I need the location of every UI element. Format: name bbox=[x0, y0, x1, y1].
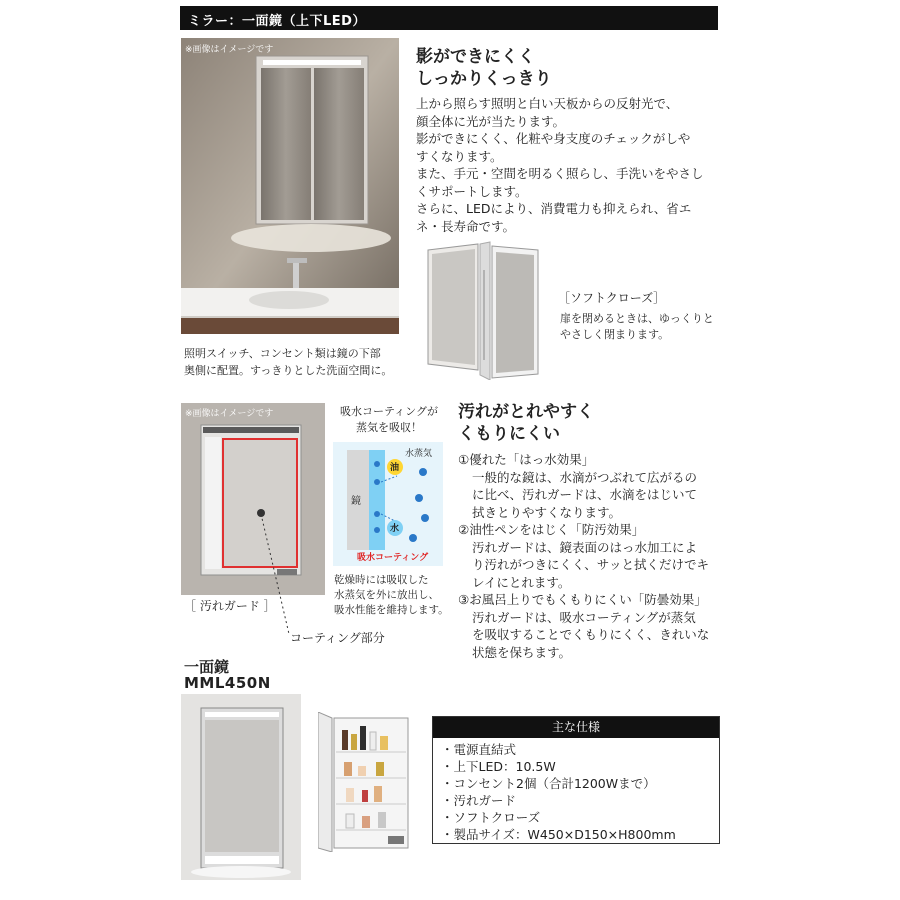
spec-title: 主な仕様 bbox=[433, 717, 719, 738]
body-line: すくなります。 bbox=[416, 148, 503, 164]
section1-heading-line2: しっかりくっきり bbox=[416, 69, 552, 89]
open-cabinet-illustration bbox=[318, 712, 414, 852]
section1-body bbox=[416, 95, 716, 235]
diagram-caption bbox=[334, 404, 444, 436]
oil-label: 油 bbox=[390, 463, 400, 473]
point-title: ②油性ペンをはじく「防汚効果」 bbox=[458, 522, 645, 537]
point-line: 状態を保ちます。 bbox=[472, 644, 572, 660]
product-photo-open bbox=[318, 712, 414, 852]
spec-list bbox=[441, 741, 676, 843]
caption-line: 照明スイッチ、コンセント類は鏡の下部 bbox=[184, 347, 381, 360]
soft-close-title: ［ソフトクローズ］ bbox=[558, 291, 666, 305]
product-photo-closed bbox=[181, 694, 301, 880]
vapor-label: 水蒸気 bbox=[405, 449, 433, 459]
water-label: 水 bbox=[390, 524, 400, 534]
body-line: さらに、LEDにより、消費電力も抑えられ、省エ bbox=[416, 201, 692, 216]
section2-heading-line1: 汚れがとれやすく bbox=[458, 402, 594, 422]
section-header bbox=[180, 6, 718, 30]
section2-heading-line2: くもりにくい bbox=[458, 424, 560, 444]
body-line: 影ができにくく、化粧や身支度のチェックがしや bbox=[416, 131, 691, 146]
spec-item: ・汚れガード bbox=[441, 793, 517, 808]
point-line: レイにとれます。 bbox=[472, 574, 571, 590]
body-line: ネ・長寿命です。 bbox=[416, 218, 516, 234]
photo-note: ※画像はイメージです bbox=[185, 45, 274, 55]
diagram-caption-line: 吸水コーティングが bbox=[340, 405, 438, 418]
coating-part-label: コーティング部分 bbox=[290, 631, 385, 645]
spec-item: ・製品サイズ：W450×D150×H800mm bbox=[441, 827, 676, 842]
body-line: 上から照らす照明と白い天板からの反射光で、 bbox=[416, 96, 679, 111]
photo-caption bbox=[184, 345, 404, 379]
point-title: ①優れた「はっ水効果」 bbox=[458, 452, 595, 467]
diagram-note bbox=[334, 573, 449, 618]
product-name: 一面鏡 bbox=[184, 658, 230, 676]
point-line: 拭きとりやすくなります。 bbox=[472, 504, 622, 520]
body-line: くサポートします。 bbox=[416, 183, 528, 199]
diagram-caption-line: 蒸気を吸収！ bbox=[356, 421, 422, 434]
spec-box bbox=[432, 716, 720, 844]
point-line: 汚れガードは、吸水コーティングが蒸気 bbox=[472, 609, 696, 625]
opening-doors-graphic bbox=[420, 240, 550, 380]
mirror-label: 鏡 bbox=[351, 496, 361, 507]
spec-item: ・電源直結式 bbox=[441, 742, 517, 757]
coating-diagram-graphic bbox=[333, 442, 443, 566]
point-title: ③お風呂上りでもくもりにくい「防曇効果」 bbox=[458, 592, 707, 607]
vanity-photo bbox=[181, 38, 399, 334]
point-line: り汚れがつきにくく、サッと拭くだけでキ bbox=[472, 557, 710, 572]
diagram-note-line: 水蒸気を外に放出し、 bbox=[334, 589, 439, 601]
soft-close-line: 扉を閉めるときは、ゆっくりと bbox=[560, 312, 714, 325]
feature-points bbox=[458, 451, 718, 661]
coating-name-label: 吸水コーティング bbox=[357, 553, 429, 563]
closed-mirror-illustration bbox=[181, 694, 301, 880]
soft-close-line: やさしく閉まります。 bbox=[560, 328, 670, 341]
point-line: 汚れガードは、鏡表面のはっ水加工によ bbox=[472, 539, 698, 555]
photo-note: ※画像はイメージです bbox=[185, 409, 274, 419]
body-line: 顔全体に光が当たります。 bbox=[416, 113, 566, 129]
point-line: を吸収することでくもりにくく、きれいな bbox=[472, 627, 710, 642]
coating-diagram bbox=[333, 442, 443, 566]
soft-close-body bbox=[560, 311, 714, 343]
vanity-illustration bbox=[181, 38, 399, 334]
spec-item: ・コンセント2個（合計1200Wまで） bbox=[441, 776, 656, 791]
product-model: MML450N bbox=[184, 674, 271, 692]
spec-item: ・ソフトクローズ bbox=[441, 810, 541, 825]
guard-label: ［ 汚れガード ］ bbox=[184, 599, 276, 613]
section1-heading-line1: 影ができにくく bbox=[416, 47, 535, 67]
point-line: に比べ、汚れガードは、水滴をはじいて bbox=[472, 487, 698, 502]
section-header-title: ミラー：一面鏡（上下LED） bbox=[188, 14, 366, 29]
caption-line: 奥側に配置。すっきりとした洗面空間に。 bbox=[184, 364, 393, 377]
diagram-note-line: 乾燥時には吸収した bbox=[334, 574, 429, 586]
point-line: 一般的な鏡は、水滴がつぶれて広がるの bbox=[472, 469, 698, 485]
soft-close-illustration bbox=[420, 240, 550, 380]
diagram-note-line: 吸水性能を維持します。 bbox=[334, 604, 449, 616]
body-line: また、手元・空間を明るく照らし、手洗いをやさし bbox=[416, 166, 704, 181]
spec-item: ・上下LED：10.5W bbox=[441, 759, 556, 774]
